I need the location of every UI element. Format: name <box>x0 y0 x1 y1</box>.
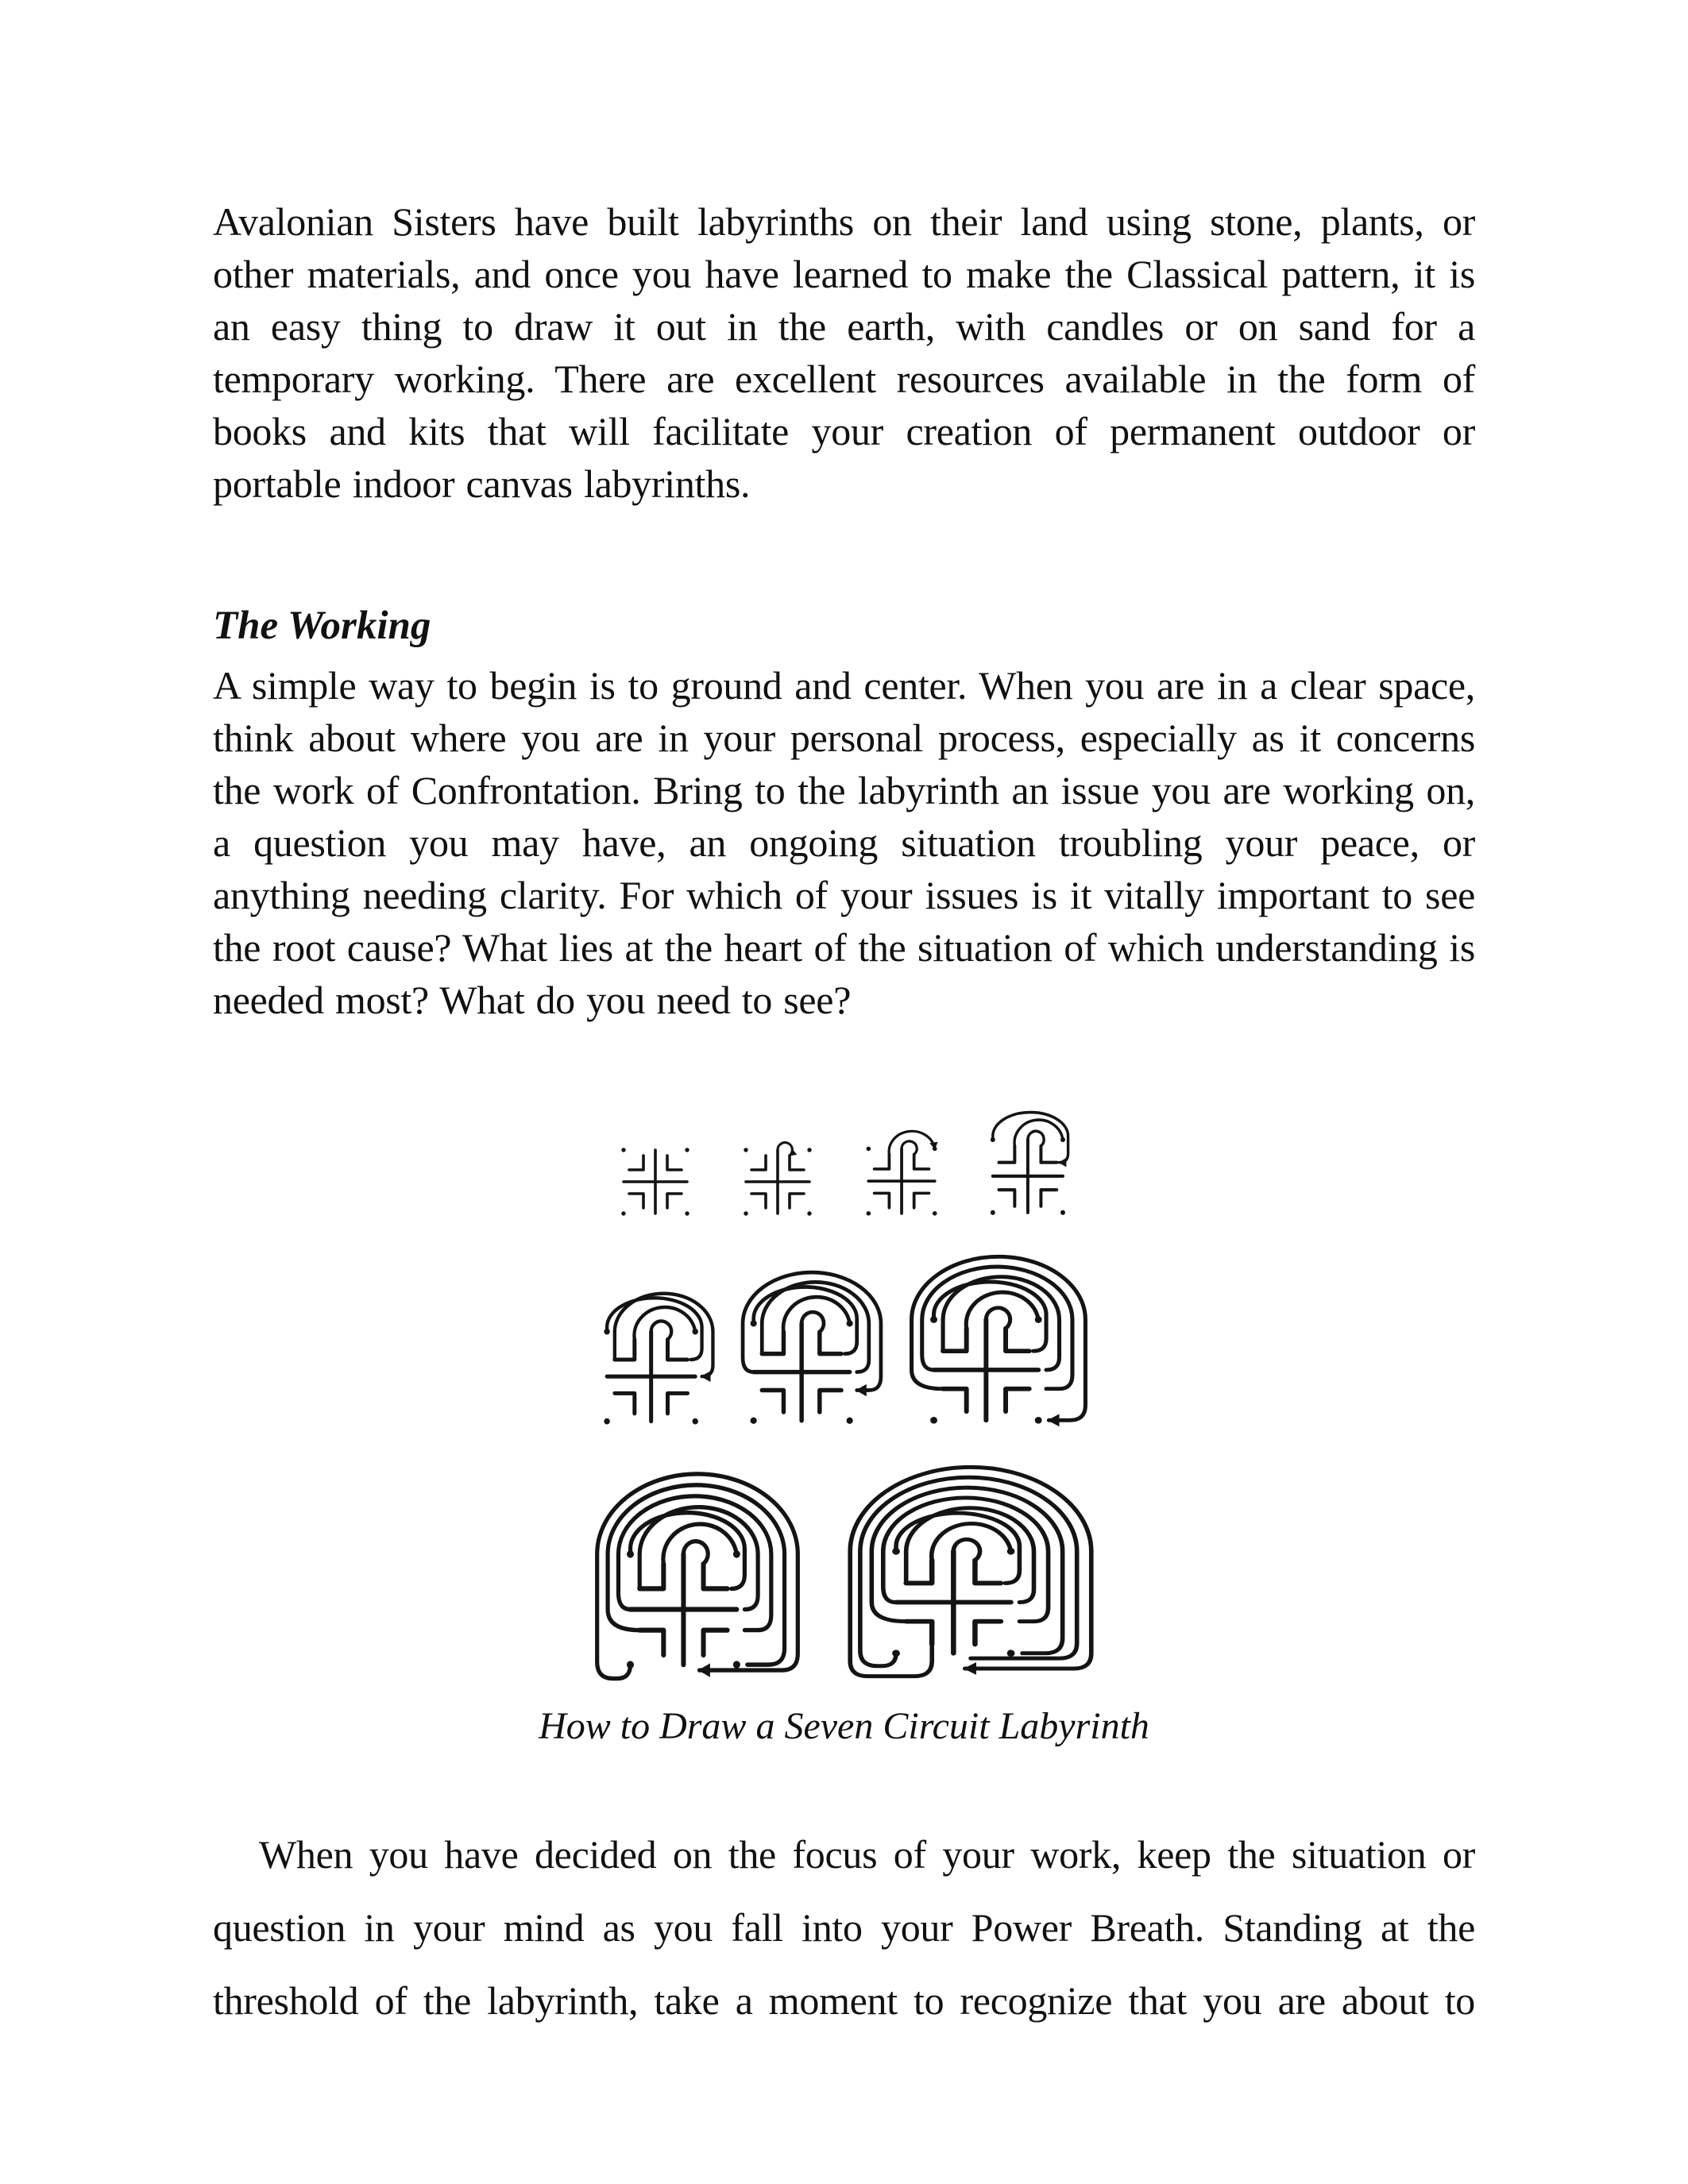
labyrinth-step-rows <box>213 1109 1475 1681</box>
paragraph-power-breath: When you have decided on the focus of your work, keep the situation or question in your mind as you fall into your Power Breath. Standing at the threshold of the labyrinth, take a moment to recognize that you are about to <box>213 1832 1475 2023</box>
labyrinth-step-diagram-5 <box>598 1289 717 1430</box>
labyrinth-step-diagram-9 <box>844 1462 1097 1681</box>
labyrinth-step-diagram-2 <box>740 1139 816 1220</box>
labyrinth-step-row-1 <box>617 1109 1072 1220</box>
labyrinth-step-diagram-1 <box>617 1144 693 1220</box>
labyrinth-step-diagram-7 <box>906 1252 1091 1430</box>
labyrinth-figure <box>213 1109 1475 1749</box>
labyrinth-step-row-2 <box>598 1252 1091 1430</box>
labyrinth-step-diagram-6 <box>738 1268 886 1430</box>
labyrinth-step-row-3 <box>592 1462 1097 1681</box>
labyrinth-step-diagram-3 <box>862 1126 940 1220</box>
figure-caption: How to Draw a Seven Circuit Labyrinth <box>539 1705 1149 1747</box>
paragraph-the-working: A simple way to begin is to ground and center. When you are in a clear space, think about where you are in your personal process, especially as it concerns the work of Confrontation. Bring to the labyrinth an issue you are working on, a question you may have, an ongoing situation troubling your peace, or anything needing clarity. For which of your issues is it vitally important to see the root cause? What lies at the heart of the situation of which understanding is needed most? What do you need to see? <box>213 663 1475 1022</box>
paragraph-labyrinth-materials: Avalonian Sisters have built labyrinths on their land using stone, plants, or other materials, and once you have learned to make the Classical pattern, it is an easy thing to draw it out in the earth, with candles or on sand for a temporary working. There are excellent resources available in the form of books and kits that will facilitate your creation of permanent outdoor or portable indoor canvas labyrinths. <box>213 199 1475 506</box>
section-heading: The Working <box>213 604 431 648</box>
labyrinth-step-diagram-4 <box>986 1109 1072 1220</box>
labyrinth-step-diagram-8 <box>592 1468 803 1681</box>
